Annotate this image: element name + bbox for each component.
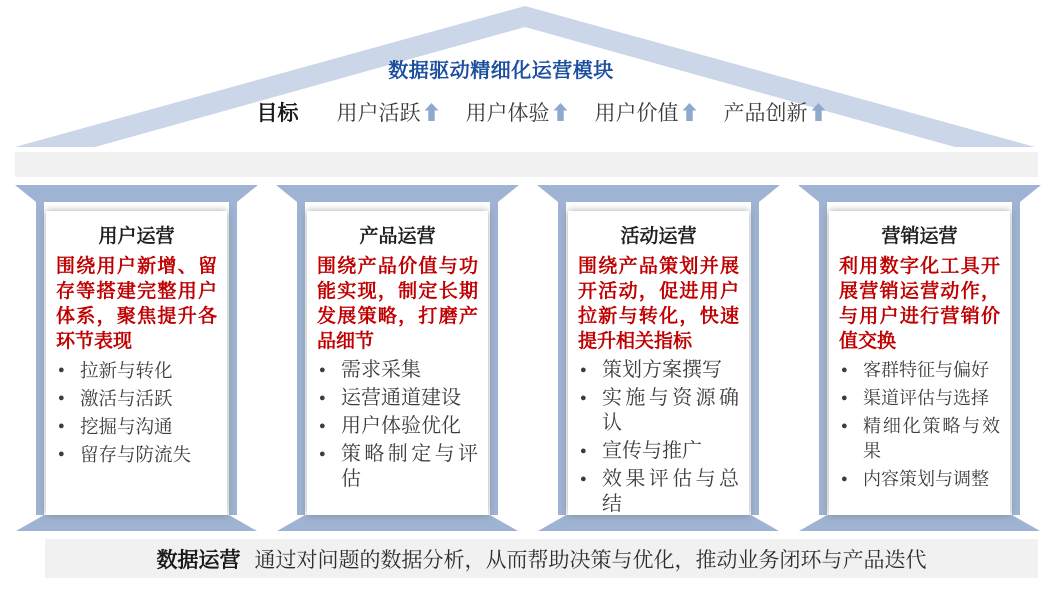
goal-item-user-value (595, 97, 697, 127)
list-item: ● 拉新与转化 (58, 360, 173, 381)
list-item: ● 策略制定与评估 (319, 443, 478, 490)
pillar-panel (46, 211, 227, 515)
bullet-icon: ● (580, 473, 587, 485)
list-item: ● 用户体验优化 (319, 415, 461, 437)
pillar-user-operations (15, 185, 258, 531)
up-arrow-icon (554, 103, 568, 121)
pillar-panel (307, 211, 488, 515)
bullet-icon: ● (58, 364, 65, 376)
pillar-title: 用户运营 (98, 226, 175, 247)
pillar-bullet-list (839, 358, 1000, 492)
bullet-icon: ● (319, 392, 326, 404)
bullet-icon: ● (319, 448, 326, 460)
pillar-description: 围绕产品价值与功能实现，制定长期发展策略，打磨产品细节 (317, 256, 478, 352)
pillar-bullet-list (56, 358, 217, 467)
goal-item-label: 用户价值 (594, 102, 679, 125)
list-item: ● 运营通道建设 (319, 387, 461, 409)
bullet-icon: ● (841, 392, 848, 404)
pillar-product-operations (276, 185, 519, 531)
list-item: ● 激活与活跃 (58, 388, 173, 409)
pillar-title: 活动运营 (620, 226, 697, 247)
list-item: ● 宣传与推广 (580, 440, 702, 462)
up-arrow-icon (425, 103, 439, 121)
pillar-panel (829, 211, 1010, 515)
bullet-icon: ● (841, 473, 848, 485)
pillar-bullet-list (578, 358, 739, 517)
goal-item-user-experience (466, 97, 568, 127)
list-item: ● 渠道评估与选择 (839, 386, 1000, 411)
bullet-icon: ● (58, 448, 65, 460)
pillar-description: 围绕用户新增、留存等搭建完整用户体系，聚焦提升各环节表现 (56, 256, 217, 352)
pillar-description: 利用数字化工具开展营销运营动作，与用户进行营销价值交换 (839, 256, 1000, 352)
list-item: ● 效果评估与总结 (580, 468, 739, 515)
pillar-bullet-list (317, 358, 478, 492)
goal-row (257, 97, 826, 127)
footer-label: 数据运营 (156, 548, 241, 572)
goal-item-label: 用户活跃 (336, 102, 421, 125)
bullet-icon: ● (319, 364, 326, 376)
list-item: ● 精细化策略与效果 (841, 416, 1000, 461)
bullet-icon: ● (580, 445, 587, 457)
bullet-icon: ● (580, 364, 587, 376)
list-item: ● 客群特征与偏好 (839, 358, 1000, 383)
bullet-icon: ● (580, 392, 587, 404)
list-item: ● 留存与防流失 (58, 444, 192, 465)
list-item: ● 挖掘与沟通 (58, 416, 173, 437)
pillar-panel (568, 211, 749, 515)
footer-text: 通过对问题的数据分析，从而帮助决策与优化，推动业务闭环与产品迭代 (254, 548, 927, 572)
goal-item-label: 产品创新 (723, 102, 808, 125)
architrave-bar (15, 152, 1038, 177)
bullet-icon: ● (841, 420, 848, 432)
page-title: 数据驱动精细化运营模块 (388, 60, 614, 82)
list-item: ● 策划方案撰写 (580, 359, 722, 381)
bullet-icon: ● (58, 392, 65, 404)
pillar-activity-operations (537, 185, 780, 531)
goal-item-product-innovation (724, 97, 826, 127)
goal-item-user-activity (337, 97, 439, 127)
up-arrow-icon (812, 103, 826, 121)
bullet-icon: ● (841, 364, 848, 376)
pillar-title: 产品运营 (359, 226, 436, 247)
pillar-title: 营销运营 (881, 226, 958, 247)
list-item: ● 内容策划与调整 (839, 467, 1000, 492)
bullet-icon: ● (319, 420, 326, 432)
pillar-marketing-operations (798, 185, 1041, 531)
list-item: ● 需求采集 (319, 359, 421, 381)
pillar-description: 围绕产品策划并展开活动，促进用户拉新与转化，快速提升相关指标 (578, 256, 739, 352)
goal-item-label: 用户体验 (465, 102, 550, 125)
goal-label: 目标 (256, 102, 299, 125)
list-item: ● 实施与资源确认 (580, 387, 739, 434)
bullet-icon: ● (58, 420, 65, 432)
data-operations-bar (45, 539, 1038, 578)
up-arrow-icon (683, 103, 697, 121)
